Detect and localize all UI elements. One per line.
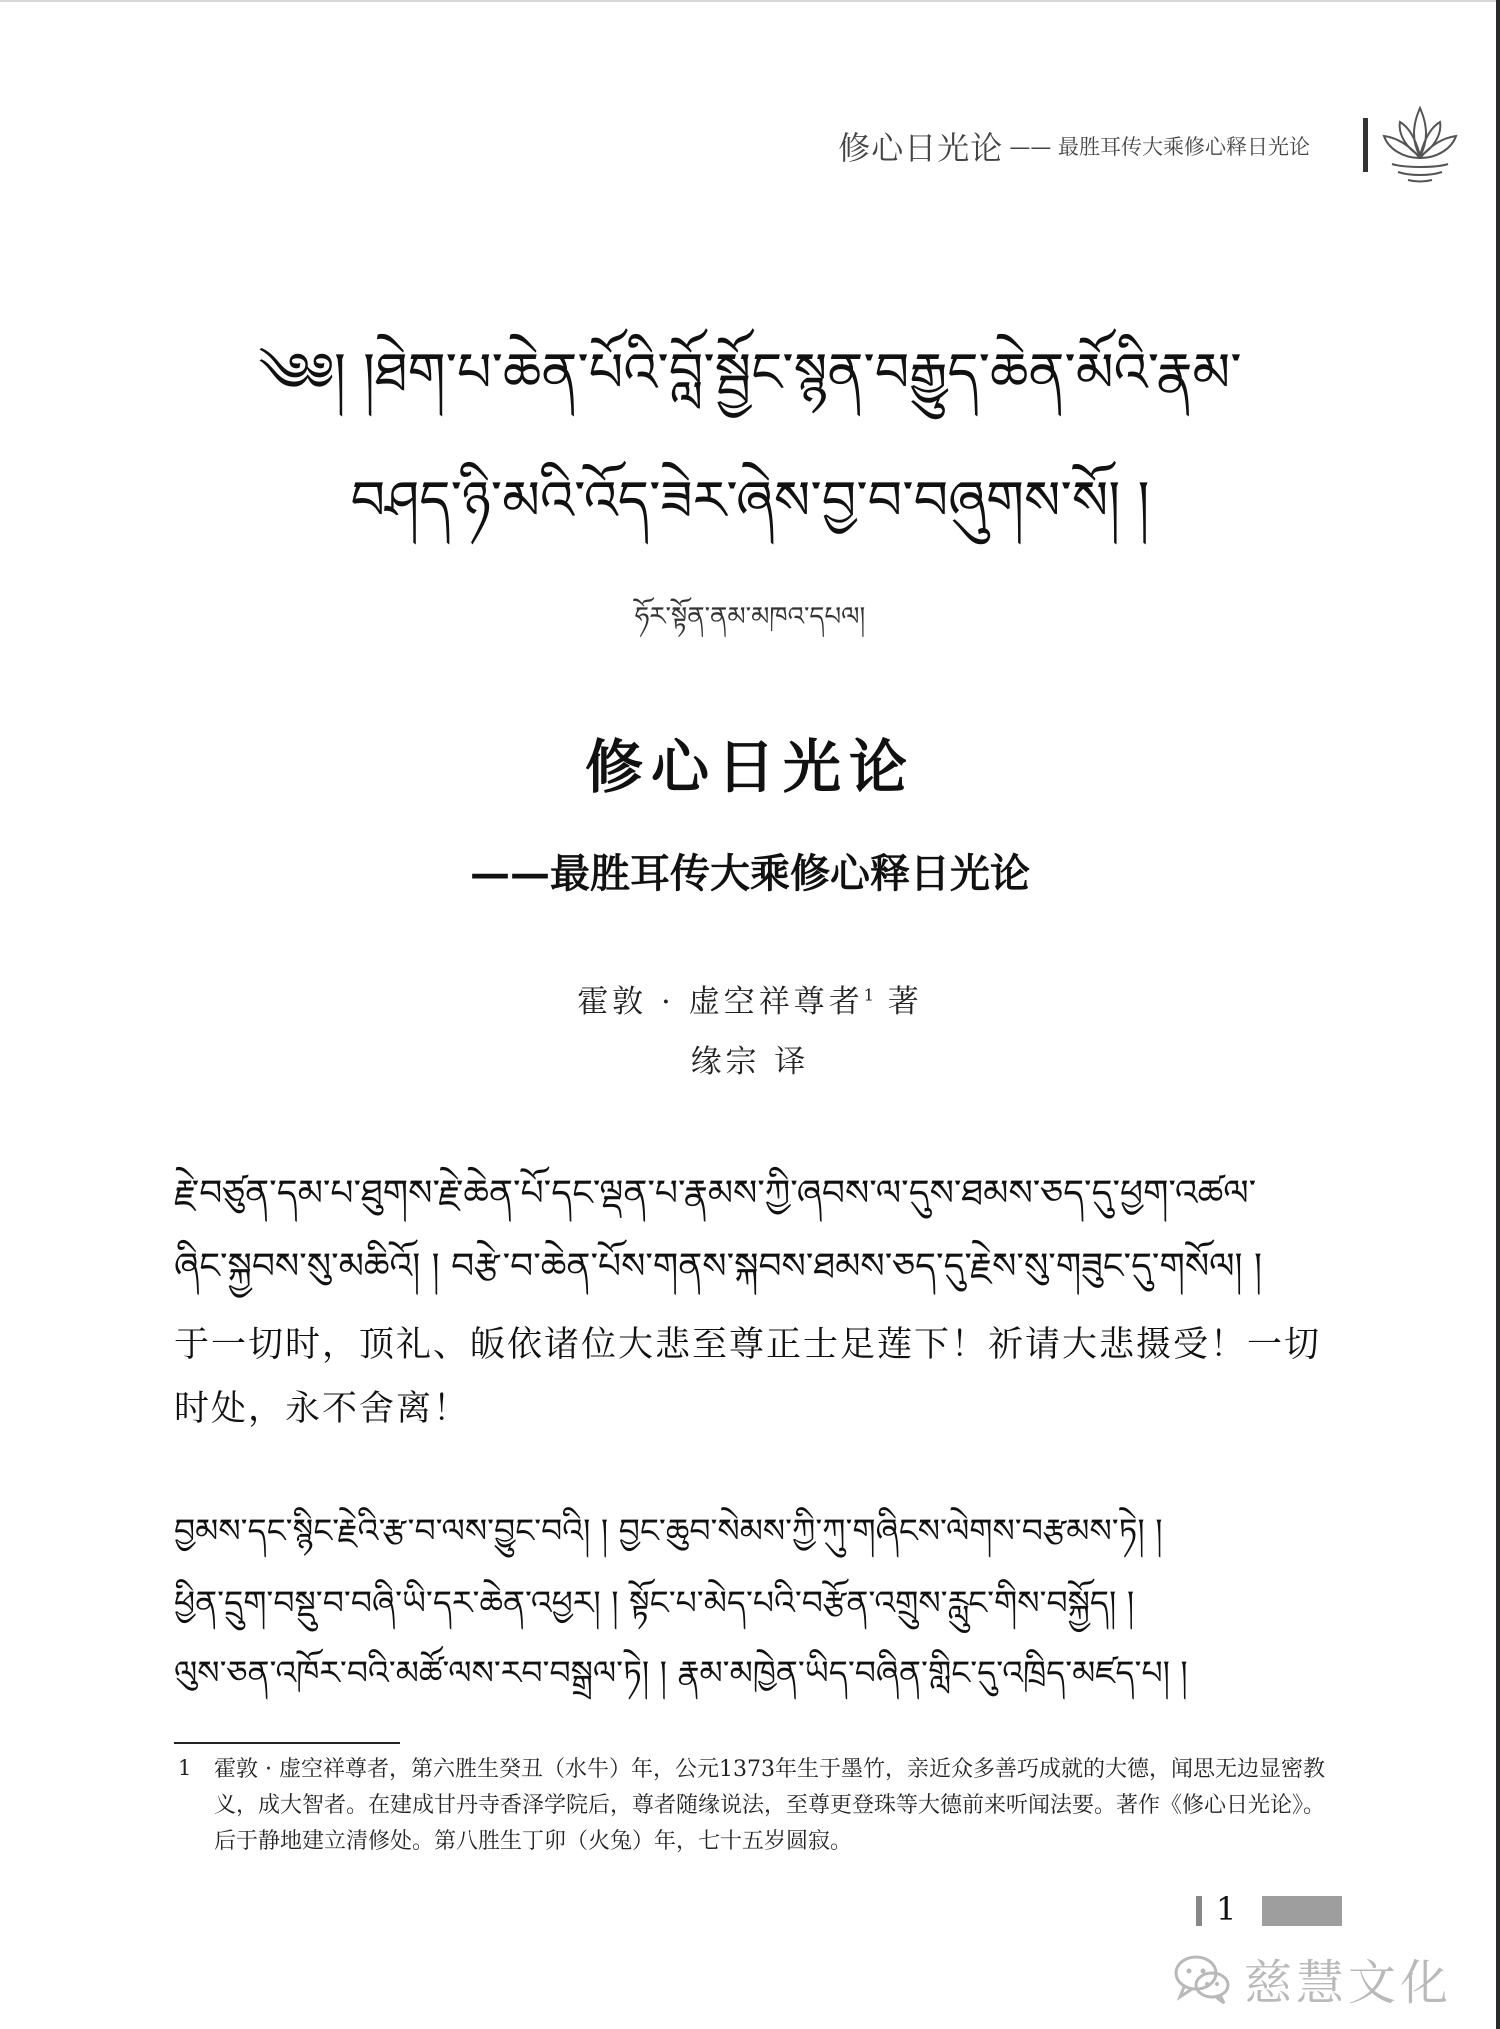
tibetan-body-line-1: རྗེ་བཙུན་དམ་པ་ཐུགས་རྗེ་ཆེན་པོ་དང་ལྡན་པ་རྣམས་ཀྱི་ཞབས་ལ་དུས་ཐམས་ཅད་དུ་ཕྱག་འཚལ་ <box>174 1173 1257 1214</box>
watermark <box>1172 1944 1452 2013</box>
footnote-mark: 1 <box>863 985 874 1005</box>
page-number-bar-right <box>1262 1896 1342 1926</box>
tibetan-verse-line-3: ལུས་ཅན་འཁོར་བའི་མཚོ་ལས་རབ་བསྒྲལ་ཏེ། ། རྣམ་མཁྱེན་ཡིད་བཞིན་གླིང་དུ་འཁྲིད་མཛད་པ། ། <box>174 1653 1188 1692</box>
lotus-icon <box>1378 98 1462 186</box>
footnote-number: 1 <box>178 1756 192 1780</box>
running-header-title: 修心日光论 <box>838 129 1004 167</box>
tibetan-author: ཧོར་སྟོན་ནམ་མཁའ་དཔལ། <box>634 602 866 632</box>
tibetan-title-line-2: བཤད་ཉི་མའི་འོད་ཟེར་ཞེས་བྱ་བ་བཞུགས་སོ། ། <box>350 469 1150 532</box>
tibetan-verse-line-2: ཕྱིན་དྲུག་བསྡུ་བ་བཞི་ཡི་དར་ཆེན་འཕྱར། ། སྟོང་པ་མེད་པའི་བརྩོན་འགྲུས་རླུང་གིས་བསྐྱོད། ། <box>174 1583 1135 1622</box>
author-name: 霍敦 · 虚空祥尊者 <box>577 984 864 1020</box>
author-byline <box>0 976 1500 1021</box>
header-divider <box>1363 118 1368 172</box>
page-number: 1 <box>1216 1890 1237 1928</box>
page-top-edge <box>0 0 1500 2</box>
wechat-icon <box>1172 1953 1232 2005</box>
footnote-rule <box>174 1742 400 1744</box>
footnote-text: 霍敦 · 虚空祥尊者，第六胜生癸丑（水牛）年，公元1373年生于墨竹，亲近众多善巧成就的大德，闻思无边显密教义，成大智者。在建成甘丹寺香泽学院后，尊者随缘说法，至尊更登珠等大德前来听闻法要。著作《修心日光论》。后于静地建立清修处。第八胜生丁卯（火兔）年，七十五岁圆寂。 <box>214 1757 1326 1854</box>
running-header <box>838 118 1310 174</box>
author-suffix: 著 <box>887 984 923 1020</box>
tibetan-verse-line-1: བྱམས་དང་སྙིང་རྗེའི་རྩ་བ་ལས་བྱུང་བའི། ། བྱང་ཆུབ་སེམས་ཀྱི་ཀུ་གཞིངས་ལེགས་བརྩམས་ཏེ། ། <box>174 1511 1163 1550</box>
watermark-text: 慈慧文化 <box>1244 1955 1453 2011</box>
chinese-paragraph: 于一切时，顶礼、皈依诸位大悲至尊正士足莲下！祈请大悲摄受！一切时处，永不舍离！ <box>174 1325 1322 1429</box>
translator-byline: 缘宗 译 <box>690 1044 810 1080</box>
running-header-subtitle: —— 最胜耳传大乘修心释日光论 <box>1009 135 1310 159</box>
page-number-bar-left <box>1196 1896 1202 1926</box>
tibetan-title-line-1: ༄༅། །ཐེག་པ་ཆེན་པོའི་བློ་སྦྱོང་སྙན་བརྒྱུད་ཆེན་མོའི་རྣམ་ <box>258 341 1242 404</box>
chinese-subtitle: ——最胜耳传大乘修心释日光论 <box>470 850 1030 897</box>
chinese-title: 修心日光论 <box>584 733 915 801</box>
tibetan-body-line-2: ཞིང་སྐྱབས་སུ་མཆིའོ། ། བརྩེ་བ་ཆེན་པོས་གནས་སྐབས་ཐམས་ཅད་དུ་རྗེས་སུ་གཟུང་དུ་གསོལ། ། <box>174 1246 1262 1287</box>
